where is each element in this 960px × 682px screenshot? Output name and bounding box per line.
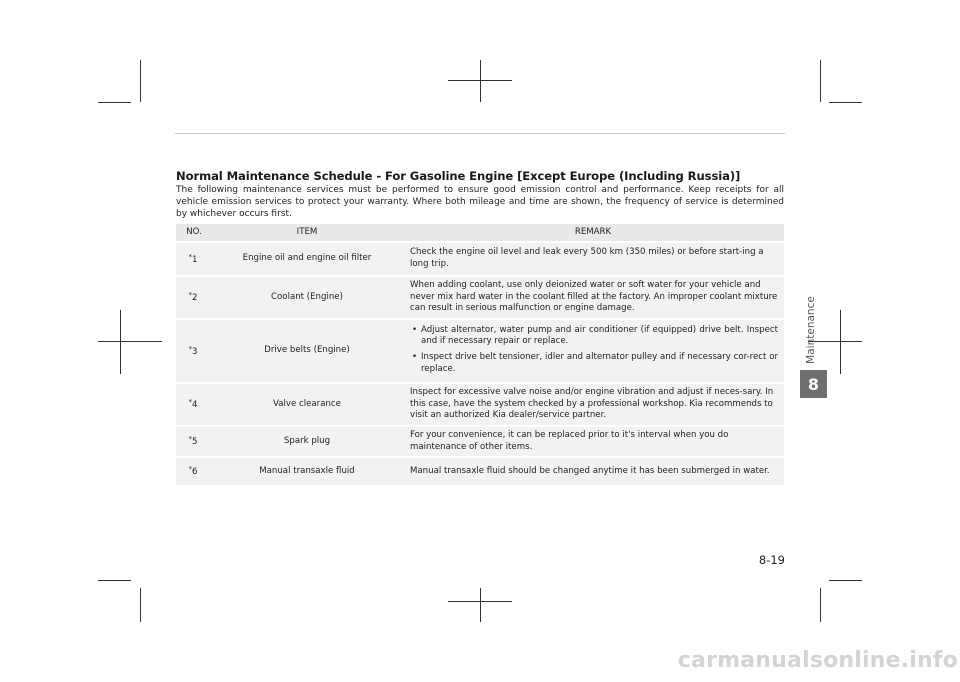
row-number: *5 xyxy=(176,426,212,457)
row-number: *4 xyxy=(176,383,212,426)
table-row xyxy=(176,242,784,276)
row-remark: For your convenience, it can be replaced prior to it's interval when you do maintenance of other items. xyxy=(402,426,784,457)
table-header-row xyxy=(176,224,784,242)
intro-paragraph: The following maintenance services must be performed to ensure good emission control and performance. Keep receipts for all vehicle emission services to protect your warranty. Where both mileage and time are shown, the frequency of service is determined by whichever occurs first. xyxy=(176,185,784,220)
header-remark: REMARK xyxy=(402,224,784,242)
table-row xyxy=(176,457,784,486)
row-item: Manual transaxle fluid xyxy=(212,457,402,486)
row-item: Spark plug xyxy=(212,426,402,457)
row-remark: Manual transaxle fluid should be changed anytime it has been submerged in water. xyxy=(402,457,784,486)
row-item: Engine oil and engine oil filter xyxy=(212,242,402,276)
row-remark: Inspect for excessive valve noise and/or engine vibration and adjust if neces-sary. In this case, have the system checked by a professional workshop. Kia recommends to visit an authorized Kia dealer/service partner. xyxy=(402,383,784,426)
row-item: Drive belts (Engine) xyxy=(212,319,402,383)
remark-bullet: • Adjust alternator, water pump and air conditioner (if equipped) drive belt. Inspect and if necessary repair or replace. xyxy=(410,325,778,348)
table-row xyxy=(176,276,784,319)
maintenance-table xyxy=(176,224,784,487)
chapter-tab: 8 xyxy=(800,370,827,398)
header-no: NO. xyxy=(176,224,212,242)
watermark-text: carmanualsonline.info xyxy=(677,648,958,673)
row-item: Coolant (Engine) xyxy=(212,276,402,319)
remark-bullet-list xyxy=(410,325,778,375)
row-remark: Check the engine oil level and leak every 500 km (350 miles) or before start-ing a long trip. xyxy=(402,242,784,276)
row-number: *1 xyxy=(176,242,212,276)
remark-bullet: • Inspect drive belt tensioner, idler and alternator pulley and if necessary cor-rect or replace. xyxy=(410,352,778,375)
row-number: *2 xyxy=(176,276,212,319)
table-row xyxy=(176,426,784,457)
section-title: Normal Maintenance Schedule - For Gasoline Engine [Except Europe (Including Russia)] xyxy=(176,169,741,183)
table-row xyxy=(176,319,784,383)
header-item: ITEM xyxy=(212,224,402,242)
row-item: Valve clearance xyxy=(212,383,402,426)
section-side-label: Maintenance xyxy=(805,296,817,364)
table-row xyxy=(176,383,784,426)
row-remark xyxy=(402,319,784,383)
row-number: *6 xyxy=(176,457,212,486)
page-number: 8-19 xyxy=(758,553,785,567)
row-number: *3 xyxy=(176,319,212,383)
row-remark: When adding coolant, use only deionized water or soft water for your vehicle and never mix hard water in the coolant filled at the factory. An improper coolant mixture can result in serious malfunction or engine damage. xyxy=(402,276,784,319)
top-rule xyxy=(175,133,785,134)
